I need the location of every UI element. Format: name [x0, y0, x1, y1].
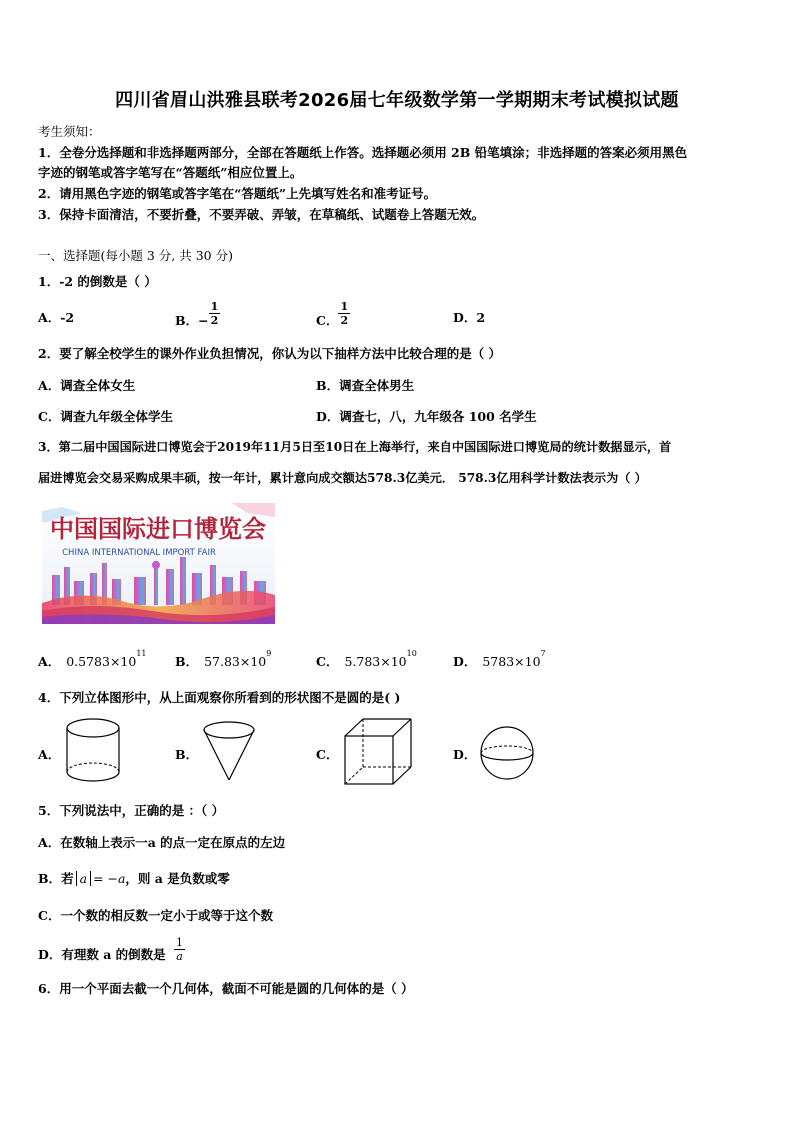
q3-stem-line-1: 3．第二届中国国际进口博览会于2019年11月5日至10日在上海举行，来自中国国际进口博览局的统计数据显示，首 [38, 440, 672, 454]
q5-option-d: D．有理数 a 的倒数是 $\frac{1}{a}$ [38, 936, 184, 963]
q3-option-a: A． $0.5783\times 10^{11}$ [38, 649, 147, 669]
q4-option-b-label: B． [175, 747, 199, 762]
section-heading: 一、选择题(每小题 3 分, 共 30 分) [38, 248, 233, 263]
q2-option-d: D．调查七，八，九年级各 100 名学生 [316, 409, 537, 424]
q6-stem: 6．用一个平面去截一个几何体，截面不可能是圆的几何体的是（ ） [38, 981, 414, 996]
q5-option-b: B．若 a = −a，则 a 是负数或零 [38, 871, 230, 886]
q3-option-c: C． $5.783\times 10^{10}$ [316, 649, 417, 669]
q4-option-c-label: C． [316, 747, 339, 762]
q4-option-d-label: D． [453, 747, 477, 762]
notice-line-3: 3．保持卡面清洁，不要折叠，不要弄破、弄皱，在草稿纸、试题卷上答题无效。 [38, 207, 485, 222]
q1-option-c: C． $\frac{1}{2}$ [316, 300, 349, 328]
q5-stem: 5．下列说法中，正确的是 ：（ ） [38, 803, 225, 818]
q2-stem: 2．要了解全校学生的课外作业负担情况，你认为以下抽样方法中比较合理的是（ ） [38, 346, 502, 361]
q2-option-c: C．调查九年级全体学生 [38, 409, 173, 424]
q2-option-b: B．调查全体男生 [316, 378, 415, 393]
q2-option-a: A．调查全体女生 [38, 378, 136, 393]
q5-option-c: C．一个数的相反数一定小于或等于这个数 [38, 908, 273, 923]
notice-heading: 考生须知： [38, 124, 101, 139]
q5-option-a: A．在数轴上表示一a 的点一定在原点的左边 [38, 835, 286, 850]
notice-line-2: 2．请用黑色字迹的钢笔或答字笔在“答题纸”上先填写姓名和准考证号。 [38, 186, 437, 201]
q1-option-d: D．2 [453, 310, 486, 325]
banner-english-text: CHINA INTERNATIONAL IMPORT FAIR [62, 548, 216, 558]
q4-option-a-label: A． [38, 747, 61, 762]
expo-banner-image [42, 503, 275, 624]
q4-stem: 4．下列立体图形中，从上面观察你所看到的形状图不是圆的是( ) [38, 690, 401, 705]
notice-line-1a: 1．全卷分选择题和非选择题两部分，全部在答题纸上作答。选择题必须用 2B 铅笔填涂；非选择题的答案必须用黑色 [38, 145, 688, 160]
q3-option-d: D． $5783\times 10^7$ [453, 649, 546, 669]
banner-chinese-text: 中国国际进口博览会 [50, 515, 266, 543]
page-title: 四川省眉山洪雅县联考2026届七年级数学第一学期期末考试模拟试题 [115, 90, 679, 111]
cube-figure [342, 716, 414, 788]
cone-figure [201, 720, 257, 784]
q1-option-a: A．-2 [38, 310, 75, 325]
cylinder-figure [64, 716, 122, 784]
notice-line-1b: 字迹的钢笔或答字笔写在“答题纸”相应位置上。 [38, 165, 303, 180]
sphere-figure [478, 724, 536, 782]
q1-stem: 1．-2 的倒数是（ ） [38, 274, 157, 289]
q1-option-b: B．− $\frac{1}{2}$ [175, 300, 219, 328]
q3-option-b: B． $57.83\times 10^9$ [175, 649, 272, 669]
q3-stem-line-2: 届进博览会交易采购成果丰硕，按一年计，累计意向成交额达578.3亿美元． 578.3亿用科学计数法表示为（ ） [38, 471, 647, 485]
